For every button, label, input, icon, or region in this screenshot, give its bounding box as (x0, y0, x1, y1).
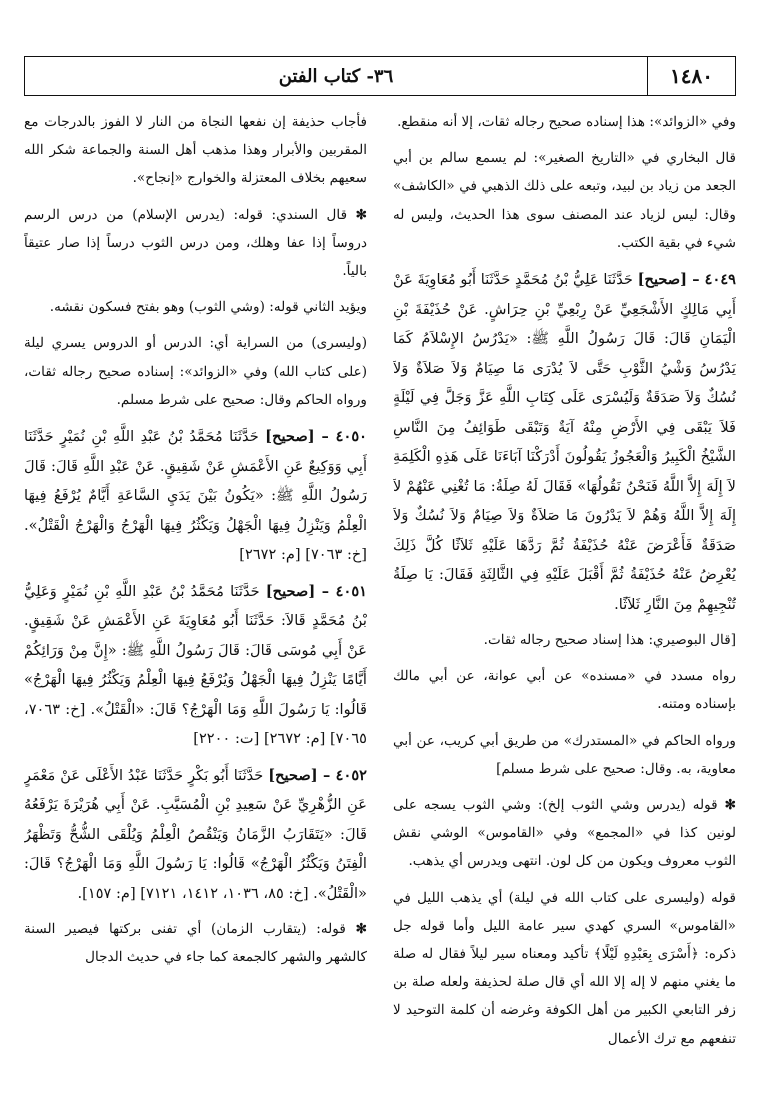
commentary-note (24, 201, 367, 286)
note-text: قوله (يدرس وشي الثوب إلخ): وشي الثوب يسجه على لونين كذا في «المجمع» وفي «القاموس» الوشي نقش الثوب معروف ويكون من كل لون. انتهى ويدرس أي يذهب. (393, 797, 736, 870)
asterisk-icon: ✻ (355, 206, 367, 223)
hadith-number: ٤٠٥٠ – [صحيح] (265, 428, 367, 446)
hadith-text: حَدَّثَنَا مُحَمَّدُ بْنُ عَبْدِ اللَّهِ بْنِ نُمَيْرٍ حَدَّثَنَا أَبِي وَوَكِيعٌ عَنِ الأَعْمَشِ عَنْ شَقِيقٍ. عَنْ عَبْدِ اللَّهِ قَالَ: قَالَ رَسُولُ اللَّهِ ﷺ: «يَكُونُ بَيْنَ يَدَيِ السَّاعَةِ أَيَّامٌ يُرْفَعُ فِيهَا الْعِلْمُ وَيَنْزِلُ فِيهَا الْجَهْلُ وَيَكْثُرُ فِيهَا الْهَرْجُ وَالْهَرْجُ الْقَتْلُ». [خ: ٧٠٦٣] [م: ٢٦٧٢] (24, 428, 367, 564)
hadith-text: حَدَّثَنَا أَبُو بَكْرٍ حَدَّثَنَا عَبْدُ الأَعْلَى عَنْ مَعْمَرٍ عَنِ الزُّهْرِيِّ عَنْ سَعِيدِ بْنِ الْمُسَيَّبِ. عَنْ أَبِي هُرَيْرَةَ يَرْفَعُهُ قَالَ: «يَتَقَارَبُ الزَّمَانُ وَيَنْقُصُ الْعِلْمُ وَيُلْقَى الشُّحُّ وَتَظْهَرُ الْفِتَنُ وَيَكْثُرُ الْهَرْجُ» قَالُوا: يَا رَسُولَ اللَّهِ وَمَا الْهَرْجُ؟ قَالَ: «الْقَتْلُ». [خ: ٨٥، ١٠٣٦، ١٤١٢، ٧١٢١] [م: ١٥٧]. (24, 766, 367, 902)
commentary-note (393, 791, 736, 876)
text-columns (24, 108, 736, 1098)
note-text: قال السندي: قوله: (يدرس الإسلام) من درس الرسم دروساً إذا عفا وهلك، ومن درس الثوب درساً إذا صار عتيقاً بالياً. (24, 206, 367, 280)
paragraph: قوله (وليسرى على كتاب الله في ليلة) أي يذهب الليل في «القاموس» السري كهدي سير عامة الليل وأما قوله جل ذكره: ﴿أَسْرَى بِعَبْدِهِ لَيْلًا﴾ تأكيد ومعناه سير ليلاً فقال له صلة ما يغني منهم لا إله إلا الله أي قال صلة لحذيفة ولعله صلة بن زفر التابعي الكبير من أهل الكوفة وغرضه أن كلمة التوحيد لا تنفعهم مع ترك الأعمال (393, 889, 736, 1047)
hadith-entry (393, 265, 736, 619)
left-column (24, 108, 367, 1098)
paragraph: رواه مسدد في «مسنده» عن أبي عوانة، عن أبي مالك بإسناده ومتنه. (393, 668, 736, 713)
right-column (393, 108, 736, 1098)
hadith-number: ٤٠٥١ – [صحيح] (265, 582, 367, 600)
page-header (24, 56, 736, 96)
paragraph: وفي «الزوائد»: هذا إسناده صحيح رجاله ثقات، إلا أنه منقطع. (397, 114, 736, 130)
paragraph: قال البخاري في «التاريخ الصغير»: لم يسمع سالم بن أبي الجعد من زياد بن لبيد، وتبعه على ذلك الذهبي في «الكاشف» وقال: ليس لزياد عند المصنف سوى هذا الحديث، وليس له شيء في بقية الكتب. (393, 150, 736, 251)
asterisk-icon: ✻ (355, 921, 367, 938)
hadith-text: حَدَّثَنَا عَلِيُّ بْنُ مُحَمَّدٍ حَدَّثَنَا أَبُو مُعَاوِيَةَ عَنْ أَبِي مَالِكٍ الأَشْجَعِيِّ عَنْ رِبْعِيِّ بْنِ حِرَاشٍ. عَنْ حُذَيْفَةَ بْنِ الْيَمَانِ قَالَ: قَالَ رَسُولُ اللَّهِ ﷺ: «يَدْرُسُ الإِسْلاَمُ كَمَا يَدْرُسُ وَشْيُ الثَّوْبِ حَتَّى لاَ يُدْرَى مَا صِيَامٌ وَلاَ صَلاَةٌ وَلاَ نُسُكٌ وَلاَ صَدَقَةٌ وَلَيُسْرَى عَلَى كِتَابِ اللَّهِ عَزَّ وَجَلَّ فِي لَيْلَةٍ فَلاَ يَبْقَى فِي الأَرْضِ مِنْهُ آيَةٌ وَتَبْقَى طَوَائِفُ مِنَ النَّاسِ الشَّيْخُ الْكَبِيرُ وَالْعَجُوزُ يَقُولُونَ أَدْرَكْنَا آبَاءَنَا عَلَى هَذِهِ الْكَلِمَةِ لاَ إِلَهَ إِلاَّ اللَّهُ فَنَحْنُ نَقُولُهَا» فَقَالَ لَهُ صِلَةُ: مَا تُغْنِي عَنْهُمْ لاَ إِلَهَ إِلاَّ اللَّهُ وَهُمْ لاَ يَدْرُونَ مَا صَلاَةٌ وَلاَ صِيَامٌ وَلاَ نُسُكٌ وَلاَ صَدَقَةٌ فَأَعْرَضَ عَنْهُ حُذَيْفَةُ ثُمَّ رَدَّهَا عَلَيْهِ ثَلاَثًا كُلَّ ذَلِكَ يُعْرِضُ عَنْهُ حُذَيْفَةُ ثُمَّ أَقْبَلَ عَلَيْهِ فِي الثَّالِثَةِ فَقَالَ: يَا صِلَةُ تُنْجِيهِمْ مِنَ النَّارِ ثَلاَثًا. (393, 271, 736, 613)
asterisk-icon: ✻ (724, 797, 736, 814)
note-text: قوله: (يتقارب الزمان) أي تفنى بركتها فيصير السنة كالشهر والشهر كالجمعة كما جاء في حديث الدجال (24, 921, 367, 966)
commentary-note (24, 915, 367, 971)
paragraph: [قال البوصيري: هذا إسناد صحيح رجاله ثقات. (483, 632, 736, 649)
paragraph: ورواه الحاكم في «المستدرك» من طريق أبي كريب، عن أبي معاوية، به. وقال: صحيح على شرط مسلم] (393, 732, 736, 777)
hadith-entry (24, 577, 367, 754)
paragraph: ويؤيد الثاني قوله: (وشي الثوب) وهو بفتح فسكون نقشه. (49, 299, 367, 316)
paragraph: (وليسرى) من السراية أي: الدرس أو الدروس يسري ليلة (على كتاب الله) وفي «الزوائد»: إسناده صحيح رجاله ثقات، ورواه الحاكم وقال: صحيح على شرط مسلم. (24, 335, 367, 408)
hadith-number: ٤٠٤٩ – [صحيح] (637, 271, 736, 289)
page-number: ١٤٨٠ (647, 57, 735, 95)
chapter-title: ٣٦- كتاب الفتن (278, 65, 394, 87)
hadith-entry (24, 761, 367, 909)
hadith-number: ٤٠٥٢ – [صحيح] (268, 766, 367, 784)
hadith-entry (24, 422, 367, 570)
paragraph: فأجاب حذيفة إن نفعها النجاة من النار لا الفوز بالدرجات مع المقربين والأبرار وهذا مذهب أهل السنة والجماعة شكر الله سعيهم بخلاف المعتزلة والخوارج «إنجاح». (24, 114, 367, 187)
hadith-text: حَدَّثَنَا مُحَمَّدُ بْنُ عَبْدِ اللَّهِ بْنِ نُمَيْرٍ وَعَلِيُّ بْنُ مُحَمَّدٍ قَالاَ: حَدَّثَنَا أَبُو مُعَاوِيَةَ عَنِ الأَعْمَشِ عَنْ شَقِيقٍ. عَنْ أَبِي مُوسَى قَالَ: قَالَ رَسُولُ اللَّهِ ﷺ: «إِنَّ مِنْ وَرَائِكُمْ أَيَّامًا يَنْزِلُ فِيهَا الْجَهْلُ وَيُرْفَعُ فِيهَا الْعِلْمُ وَيَكْثُرُ فِيهَا الْهَرْجُ» قَالُوا: يَا رَسُولَ اللَّهِ وَمَا الْهَرْجُ؟ قَالَ: «الْقَتْلُ». [خ: ٧٠٦٣، ٧٠٦٥] [م: ٢٦٧٢] [ت: ٢٢٠٠] (24, 582, 367, 748)
